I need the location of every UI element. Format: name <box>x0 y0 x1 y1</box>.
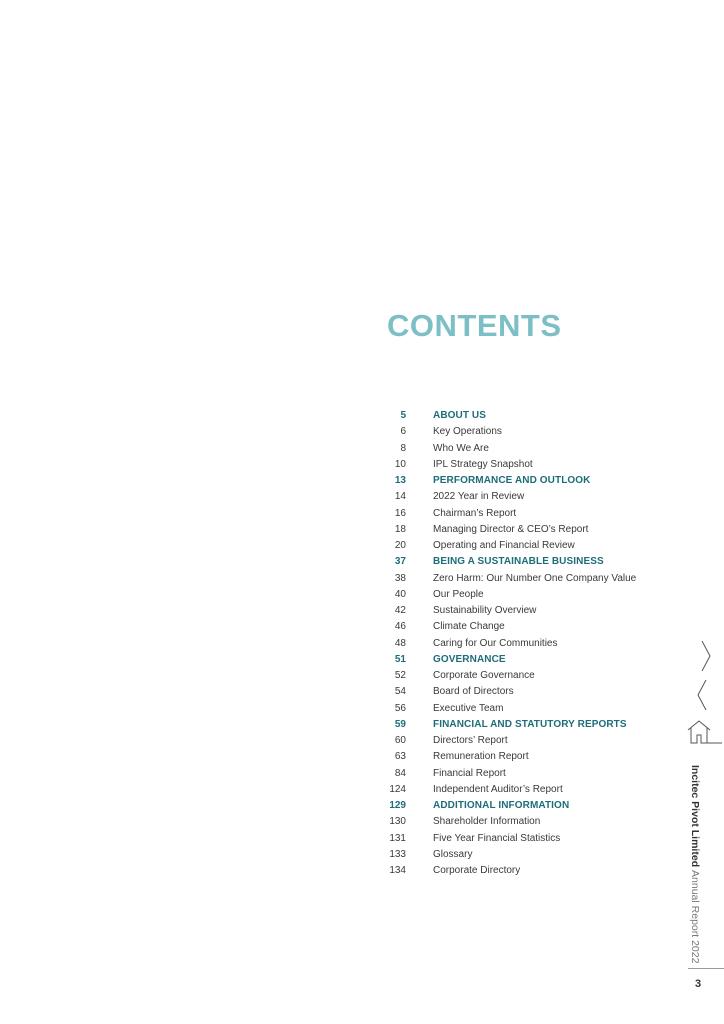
toc-entry[interactable] <box>380 571 680 587</box>
toc-label: Key Operations <box>433 426 502 438</box>
toc-label: Sustainability Overview <box>433 605 537 616</box>
toc-page-number: 129 <box>389 800 406 811</box>
page-number: 3 <box>694 978 702 990</box>
toc-page-number: 56 <box>394 702 406 714</box>
toc-page-number: 42 <box>394 605 406 616</box>
toc-page-number: 10 <box>394 458 406 470</box>
toc-entry[interactable] <box>380 457 680 473</box>
contents-title: CONTENTS <box>387 308 562 343</box>
toc-label: Glossary <box>433 848 473 860</box>
toc-label: PERFORMANCE AND OUTLOOK <box>433 475 591 486</box>
toc-page-number: 48 <box>394 637 406 649</box>
footer-divider <box>688 968 724 969</box>
toc-label: 2022 Year in Review <box>433 491 525 503</box>
toc-label: Who We Are <box>433 442 489 454</box>
toc-page-number: 37 <box>394 556 406 568</box>
toc-entry[interactable] <box>380 424 680 440</box>
toc-entry[interactable] <box>380 619 680 635</box>
toc-section[interactable] <box>380 473 680 489</box>
toc-entry[interactable] <box>380 603 680 619</box>
toc-entry[interactable] <box>380 766 680 782</box>
toc-entry[interactable] <box>380 441 680 457</box>
toc-label: Chairman’s Report <box>433 507 517 519</box>
toc-label: BEING A SUSTAINABLE BUSINESS <box>433 556 604 568</box>
toc-label: Operating and Financial Review <box>433 540 575 551</box>
toc-page-number: 124 <box>389 783 406 795</box>
toc-page-number: 14 <box>394 491 406 503</box>
toc-label: Corporate Governance <box>433 670 535 681</box>
toc-page-number: 63 <box>394 751 406 763</box>
toc-section[interactable] <box>380 798 680 814</box>
toc-label: Managing Director & CEO’s Report <box>433 523 589 535</box>
toc-page-number: 40 <box>394 588 406 600</box>
toc-page-number: 18 <box>394 523 406 535</box>
toc-label: Financial Report <box>433 767 506 779</box>
toc-section[interactable] <box>380 554 680 570</box>
toc-page-number: 20 <box>394 540 406 551</box>
toc-page-number: 134 <box>389 865 406 876</box>
toc-page-number: 52 <box>394 670 406 681</box>
previous-page-button[interactable] <box>686 679 722 711</box>
toc-page-number: 84 <box>394 767 406 779</box>
toc-label: Caring for Our Communities <box>433 637 558 649</box>
toc-label: Five Year Financial Statistics <box>433 832 561 844</box>
home-icon <box>686 718 722 746</box>
toc-entry[interactable] <box>380 538 680 554</box>
toc-page-number: 5 <box>400 410 406 421</box>
toc-section[interactable] <box>380 652 680 668</box>
toc-label: Directors’ Report <box>433 735 508 746</box>
toc-page-number: 131 <box>389 832 406 844</box>
toc-page-number: 54 <box>394 686 406 698</box>
report-side-label <box>689 765 701 963</box>
toc-entry[interactable] <box>380 684 680 700</box>
toc-entry[interactable] <box>380 522 680 538</box>
toc-entry[interactable] <box>380 489 680 505</box>
toc-entry[interactable] <box>380 847 680 863</box>
toc-page-number: 46 <box>394 621 406 633</box>
report-name: Annual Report 2022 <box>689 870 701 964</box>
toc-page-number: 38 <box>394 572 406 584</box>
toc-entry[interactable] <box>380 506 680 522</box>
toc-page-number: 59 <box>394 718 406 730</box>
toc-label: Corporate Directory <box>433 865 521 876</box>
toc-label: Shareholder Information <box>433 816 541 828</box>
home-button[interactable] <box>686 718 722 746</box>
toc-label: GOVERNANCE <box>433 653 506 665</box>
toc-label: Climate Change <box>433 621 505 633</box>
toc-label: ADDITIONAL INFORMATION <box>433 800 570 811</box>
toc-page-number: 130 <box>389 816 406 828</box>
toc-page-number: 16 <box>394 507 406 519</box>
toc-section[interactable] <box>380 408 680 424</box>
toc-entry[interactable] <box>380 587 680 603</box>
toc-entry[interactable] <box>380 701 680 717</box>
toc-label: ABOUT US <box>433 410 487 421</box>
toc-label: IPL Strategy Snapshot <box>433 458 533 470</box>
toc-label: FINANCIAL AND STATUTORY REPORTS <box>433 718 627 730</box>
chevron-left-icon <box>686 679 722 711</box>
table-of-contents <box>380 408 680 879</box>
toc-page-number: 51 <box>394 653 406 665</box>
toc-label: Zero Harm: Our Number One Company Value <box>433 572 637 584</box>
toc-page-number: 13 <box>394 475 406 486</box>
toc-section[interactable] <box>380 717 680 733</box>
toc-entry[interactable] <box>380 814 680 830</box>
toc-entry[interactable] <box>380 749 680 765</box>
toc-page-number: 6 <box>400 426 406 438</box>
toc-page-number: 8 <box>400 442 406 454</box>
toc-label: Executive Team <box>433 702 504 714</box>
toc-entry[interactable] <box>380 636 680 652</box>
toc-label: Board of Directors <box>433 686 514 698</box>
toc-page-number: 133 <box>389 848 406 860</box>
toc-label: Our People <box>433 588 484 600</box>
toc-entry[interactable] <box>380 782 680 798</box>
toc-page-number: 60 <box>394 735 406 746</box>
toc-entry[interactable] <box>380 733 680 749</box>
toc-entry[interactable] <box>380 831 680 847</box>
toc-entry[interactable] <box>380 668 680 684</box>
toc-label: Remuneration Report <box>433 751 529 763</box>
toc-label: Independent Auditor’s Report <box>433 783 563 795</box>
chevron-right-icon <box>686 640 722 672</box>
next-page-button[interactable] <box>686 640 722 672</box>
company-name: Incitec Pivot Limited <box>689 765 701 868</box>
toc-entry[interactable] <box>380 863 680 879</box>
